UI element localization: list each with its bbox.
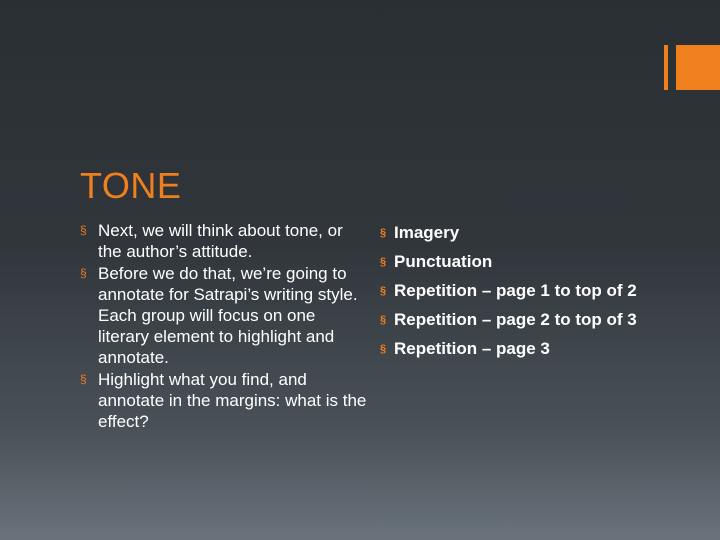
right-bullet-item [380, 222, 670, 244]
left-content-column [80, 220, 370, 433]
left-bullet-text: Next, we will think about tone, or the author’s attitude. [98, 221, 343, 261]
accent-bar-thin [664, 45, 668, 90]
right-bullet-item [380, 309, 670, 331]
left-bullet-item [80, 220, 370, 262]
square-bullet-icon: § [380, 227, 387, 239]
square-bullet-icon: § [80, 266, 87, 280]
left-bullet-list [80, 220, 370, 432]
left-bullet-text: Before we do that, we’re going to annotate for Satrapi’s writing style. Each group will focus on one literary element to highlight and annotate. [98, 264, 358, 367]
right-bullet-text: Repetition – page 2 to top of 3 [394, 310, 637, 329]
right-bullet-text: Imagery [394, 223, 460, 242]
left-bullet-item [80, 263, 370, 368]
square-bullet-icon: § [380, 314, 387, 326]
right-bullet-text: Repetition – page 1 to top of 2 [394, 281, 637, 300]
square-bullet-icon: § [80, 372, 87, 386]
accent-bar-thick [676, 45, 720, 90]
square-bullet-icon: § [380, 256, 387, 268]
square-bullet-icon: § [380, 285, 387, 297]
left-bullet-text: Highlight what you find, and annotate in the margins: what is the effect? [98, 370, 367, 431]
right-content-column [380, 222, 670, 367]
slide-title: TONE [80, 165, 182, 206]
square-bullet-icon: § [380, 343, 387, 355]
right-bullet-text: Repetition – page 3 [394, 339, 550, 358]
right-bullet-item [380, 338, 670, 360]
right-bullet-item [380, 251, 670, 273]
right-bullet-item [380, 280, 670, 302]
right-bullet-text: Punctuation [394, 252, 493, 271]
square-bullet-icon: § [80, 223, 87, 237]
right-bullet-list [380, 222, 670, 360]
left-bullet-item [80, 369, 370, 432]
